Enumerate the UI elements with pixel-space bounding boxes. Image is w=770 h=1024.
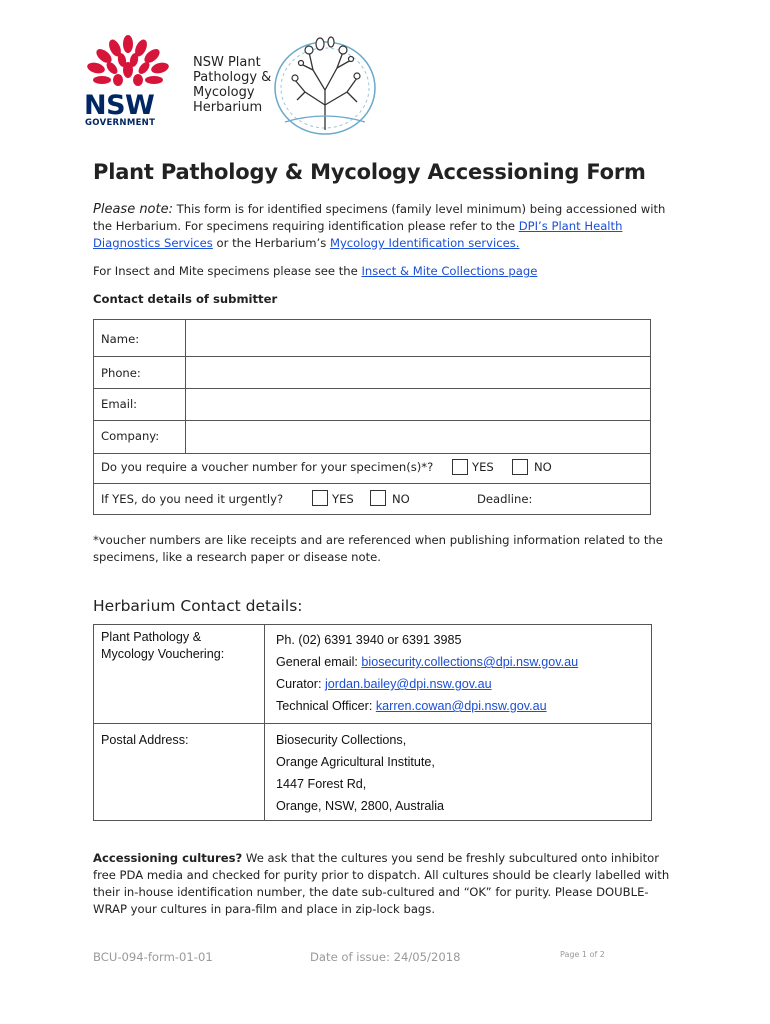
- note-paragraph: Please note: This form is for identified specimens (family level minimum) being accessioned with the Herbarium. For specimens requiring identification please refer to the DPI’s Plant Health Diagnostics Services or the Herbarium’s Mycology Identification services.: [93, 202, 666, 250]
- curator-line: Curator: jordan.bailey@dpi.nsw.gov.au: [276, 677, 492, 691]
- urgent-no-label: NO: [392, 492, 410, 506]
- herbarium-name: NSW Plant Pathology & Mycology Herbarium: [193, 55, 272, 115]
- urgent-question: If YES, do you need it urgently?: [101, 492, 284, 506]
- page-title: Plant Pathology & Mycology Accessioning Form: [93, 160, 646, 184]
- logo-wordmark: NSW: [84, 90, 155, 121]
- technical-officer-email-link[interactable]: karren.cowan@dpi.nsw.gov.au: [375, 699, 547, 713]
- name-label: Name:: [101, 332, 140, 346]
- herbarium-contact-table: [93, 624, 652, 821]
- email-label: Email:: [101, 397, 138, 411]
- voucher-no-checkbox[interactable]: [512, 459, 528, 475]
- cultures-paragraph: Accessioning cultures? We ask that the cultures you send be freshly subcultured onto inhibitor free PDA media and checked for purity prior to dispatch. All cultures should be clearly labelled with their in-house identification number, the date sub-cultured and “OK” for purity. Please DOUBLE-WRAP your cultures in para-film and place in zip-lock bags.: [93, 851, 670, 916]
- insect-paragraph: For Insect and Mite specimens please see the Insect & Mite Collections page: [93, 264, 538, 278]
- insect-mite-collections-link[interactable]: Insect & Mite Collections page: [361, 264, 538, 278]
- phone-field[interactable]: [186, 357, 650, 388]
- note-label: Please note:: [93, 202, 173, 217]
- general-email-line: General email: biosecurity.collections@dpi.nsw.gov.au: [276, 655, 579, 669]
- voucher-footnote: *voucher numbers are like receipts and are referenced when publishing information related to the specimens, like a research paper or disease note.: [93, 533, 663, 564]
- herbarium-illustration-icon: [265, 30, 380, 140]
- mycology-identification-link[interactable]: Mycology Identification services.: [329, 236, 520, 250]
- voucher-yes-label: YES: [472, 460, 494, 474]
- deadline-label: Deadline:: [477, 492, 533, 506]
- general-email-link[interactable]: biosecurity.collections@dpi.nsw.gov.au: [361, 655, 579, 669]
- cultures-label: Accessioning cultures?: [93, 851, 243, 865]
- herbarium-contact-heading: Herbarium Contact details:: [93, 597, 303, 615]
- urgent-no-checkbox[interactable]: [370, 490, 386, 506]
- postal-address: Biosecurity Collections, Orange Agricultural Institute, 1447 Forest Rd, Orange, NSW, 2800, Australia: [276, 733, 445, 813]
- waratah-logo-icon: [82, 34, 174, 94]
- phone-label: Phone:: [101, 366, 141, 380]
- plant-health-diagnostics-link[interactable]: DPI’s Plant Health Diagnostics Services: [93, 219, 623, 250]
- name-field[interactable]: [186, 320, 650, 356]
- voucher-question: Do you require a voucher number for your specimen(s)*?: [101, 460, 434, 474]
- voucher-no-label: NO: [534, 460, 552, 474]
- email-field[interactable]: [186, 389, 650, 420]
- herbarium-contacts: [276, 629, 578, 717]
- technical-officer-line: Technical Officer: karren.cowan@dpi.nsw.gov.au: [276, 699, 547, 713]
- logo-subtitle: GOVERNMENT: [85, 118, 156, 128]
- form-code: BCU-094-form-01-01: [93, 950, 213, 964]
- contact-details-table: [93, 319, 651, 515]
- curator-email-link[interactable]: jordan.bailey@dpi.nsw.gov.au: [325, 677, 492, 691]
- postal-address-label: Postal Address:: [101, 733, 189, 747]
- vouchering-label: Plant Pathology & Mycology Vouchering:: [101, 630, 225, 661]
- deadline-field[interactable]: [540, 484, 650, 514]
- date-of-issue: Date of issue: 24/05/2018: [310, 950, 461, 964]
- contact-heading: Contact details of submitter: [93, 292, 278, 306]
- urgent-yes-label: YES: [332, 492, 354, 506]
- urgent-yes-checkbox[interactable]: [312, 490, 328, 506]
- page-number: Page 1 of 2: [560, 950, 605, 959]
- phone-numbers: Ph. (02) 6391 3940 or 6391 3985: [276, 633, 462, 647]
- company-field[interactable]: [186, 421, 650, 453]
- voucher-yes-checkbox[interactable]: [452, 459, 468, 475]
- company-label: Company:: [101, 429, 160, 443]
